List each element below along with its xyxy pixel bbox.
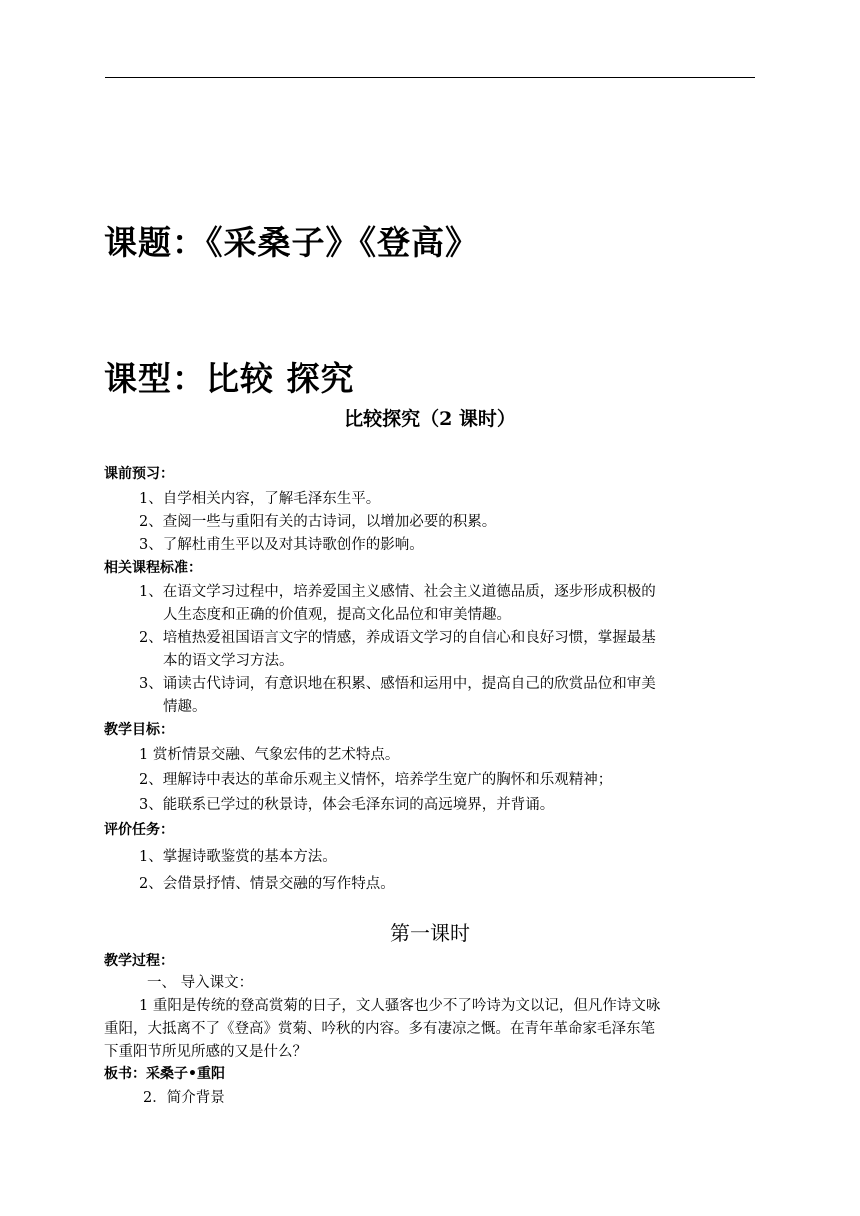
evaluation-item-2: 2、会借景抒情、情景交融的写作特点。: [139, 876, 395, 892]
intro-paragraph-line-1: 1 重阳是传统的登高赏菊的日子，文人骚客也少不了吟诗为文以记，但凡作诗文咏: [139, 998, 661, 1014]
standard-item-1-cont: 人生态度和正确的价值观，提高文化品位和审美情趣。: [163, 607, 511, 623]
preview-item-1: 1、自学相关内容，了解毛泽东生平。: [139, 491, 381, 507]
standard-item-3: 3、诵读古代诗词，有意识地在积累、感悟和运用中，提高自己的欣赏品位和审美: [139, 676, 656, 692]
header-rule: [105, 77, 755, 78]
standard-item-1: 1、在语文学习过程中，培养爱国主义感情、社会主义道德品质，逐步形成积极的: [139, 584, 656, 600]
standard-item-3-cont: 情趣。: [163, 699, 207, 715]
goals-heading: 教学目标：: [104, 722, 174, 738]
standard-item-2: 2、培植热爱祖国语言文字的情感，养成语文学习的自信心和良好习惯，掌握最基: [139, 630, 656, 646]
goal-item-2: 2、理解诗中表达的革命乐观主义情怀，培养学生宽广的胸怀和乐观精神；: [139, 772, 613, 788]
evaluation-item-1: 1、掌握诗歌鉴赏的基本方法。: [139, 849, 337, 865]
preview-item-2: 2、查阅一些与重阳有关的古诗词，以增加必要的积累。: [139, 514, 497, 530]
lesson-type-title: 课型：比较 探究: [104, 359, 355, 398]
lesson-topic-title: 课题：《采桑子》《登高》: [104, 223, 479, 262]
process-heading: 教学过程：: [104, 953, 174, 969]
standard-item-2-cont: 本的语文学习方法。: [163, 653, 294, 669]
preview-heading: 课前预习：: [104, 466, 174, 482]
process-step-2: 2．简介背景: [143, 1090, 225, 1106]
subtitle: 比较探究（2 课时）: [344, 408, 516, 430]
lesson-title: 第一课时: [390, 921, 470, 945]
intro-paragraph-line-3: 下重阳节所见所感的又是什么？: [104, 1044, 307, 1060]
intro-paragraph-line-2: 重阳，大抵离不了《登高》赏菊、吟秋的内容。多有凄凉之慨。在青年革命家毛泽东笔: [104, 1021, 655, 1037]
board-note: 板书：采桑子•重阳: [104, 1066, 225, 1082]
preview-item-3: 3、了解杜甫生平以及对其诗歌创作的影响。: [139, 537, 424, 553]
goal-item-1: 1 赏析情景交融、气象宏伟的艺术特点。: [139, 747, 400, 763]
goal-item-3: 3、能联系已学过的秋景诗，体会毛泽东词的高远境界，并背诵。: [139, 797, 555, 813]
process-step-1: 一、 导入课文：: [147, 975, 254, 991]
standards-heading: 相关课程标准：: [104, 560, 202, 576]
evaluation-heading: 评价任务：: [104, 822, 174, 838]
